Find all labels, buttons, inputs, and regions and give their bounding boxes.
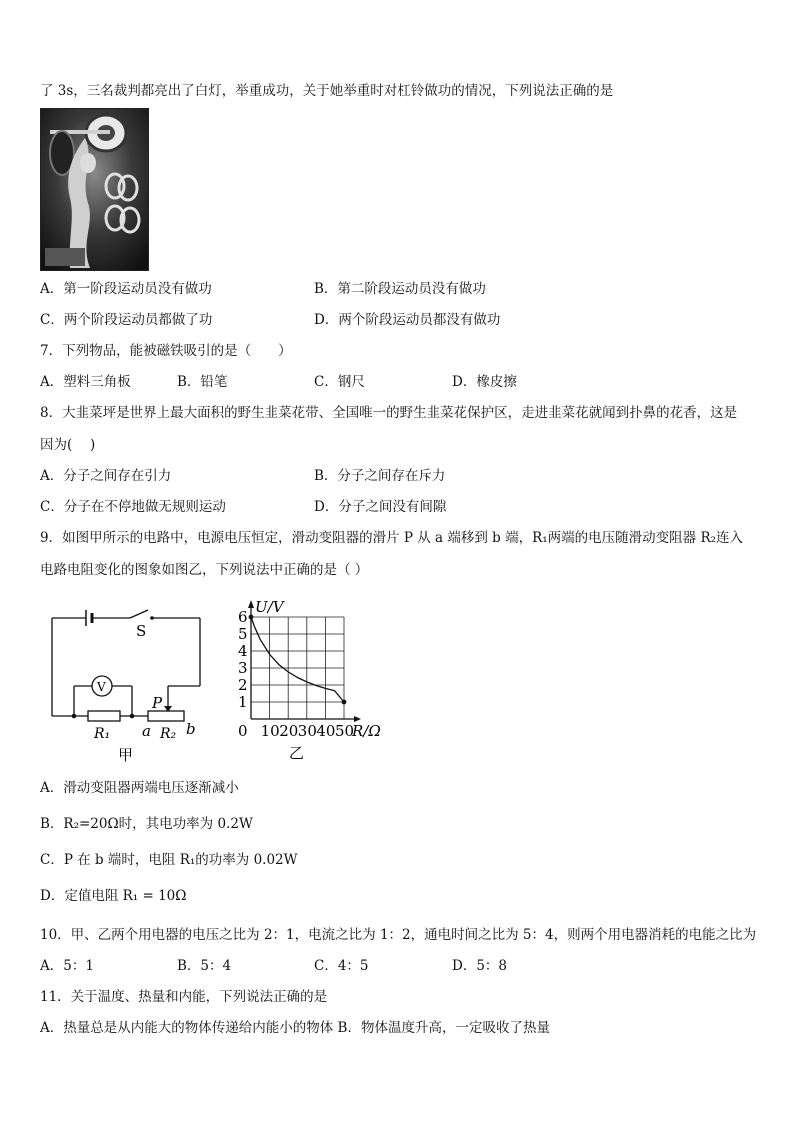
r1-label: R₁ xyxy=(94,726,111,742)
y-tick-label: 4 xyxy=(238,642,248,660)
x-tick-label: 20 xyxy=(279,722,299,740)
y-tick-label: 1 xyxy=(238,693,248,711)
data-point-start xyxy=(249,615,254,620)
r2-label: R₂ xyxy=(160,726,177,742)
q7-option-a: A．塑料三角板 xyxy=(40,374,131,390)
q11-options-line: A．热量总是从内能大的物体传递给内能小的物体 B．物体温度升高，一定吸收了热量 xyxy=(40,1020,550,1036)
q10-option-a: A．5：1 xyxy=(40,958,94,974)
q10-option-d: D．5：8 xyxy=(452,958,508,974)
y-axis-arrow xyxy=(248,600,254,608)
q9-option-a: A．滑动变阻器两端电压逐渐减小 xyxy=(40,780,239,796)
y-tick-label: 2 xyxy=(238,676,248,694)
x-axis-label: R/Ω xyxy=(352,722,381,740)
graph-caption: 乙 xyxy=(289,744,305,762)
circuit-diagram xyxy=(40,598,220,768)
y-axis-label: U/V xyxy=(255,598,284,616)
x-tick-label: 30 xyxy=(297,722,317,740)
q11-stem: 11．关于温度、热量和内能，下列说法正确的是 xyxy=(40,989,328,1005)
x-tick-label: 10 xyxy=(260,722,280,740)
terminal-b-label: b xyxy=(186,720,196,738)
q6-option-b: B．第二阶段运动员没有做功 xyxy=(314,281,486,297)
slider-label: P xyxy=(152,694,163,712)
q6-option-d: D．两个阶段运动员都没有做功 xyxy=(314,312,501,328)
q6-option-c: C．两个阶段运动员都做了功 xyxy=(40,312,213,328)
q9-stem-line2: 电路电阻变化的图象如图乙，下列说法中正确的是（ ） xyxy=(40,562,369,578)
switch-label: S xyxy=(136,622,147,640)
terminal-a-label: a xyxy=(142,722,151,740)
q10-stem: 10．甲、乙两个用电器的电压之比为 2：1，电流之比为 1：2，通电时间之比为 5：4，则两个用电器消耗的电能之比为 xyxy=(40,927,757,943)
q7-option-d: D．橡皮擦 xyxy=(452,374,517,390)
q8-stem-line2: 因为( ) xyxy=(40,437,96,453)
q10-option-b: B．5：4 xyxy=(177,958,232,974)
y-tick-label: 5 xyxy=(238,625,248,643)
q9-option-b: B．R₂=20Ω时，其电功率为 0.2W xyxy=(40,816,253,832)
q8-stem-line1: 8．大韭菜坪是世界上最大面积的野生韭菜花带、全国唯一的野生韭菜花保护区，走进韭菜花就闻到扑鼻的花香，这是 xyxy=(40,405,738,421)
q8-option-c: C．分子在不停地做无规则运动 xyxy=(40,499,226,515)
q6-option-a: A．第一阶段运动员没有做功 xyxy=(40,281,212,297)
q8-option-d: D．分子之间没有间隙 xyxy=(314,499,447,515)
data-curve xyxy=(251,617,344,702)
u-r-graph xyxy=(225,596,400,766)
weightlifter-photo xyxy=(40,108,149,271)
y-tick-label: 3 xyxy=(238,659,248,677)
voltmeter-label: V xyxy=(97,680,106,694)
q9-stem-line1: 9．如图甲所示的电路中，电源电压恒定，滑动变阻器的滑片 P 从 a 端移到 b 端，R₁两端的电压随滑动变阻器 R₂连入 xyxy=(40,530,744,546)
q7-option-c: C．钢尺 xyxy=(314,374,365,390)
q10-option-c: C．4：5 xyxy=(314,958,369,974)
x-tick-label: 40 xyxy=(316,722,336,740)
q8-option-b: B．分子之间存在斥力 xyxy=(314,468,446,484)
y-tick-label: 6 xyxy=(238,608,248,626)
x-tick-label: 0 xyxy=(238,722,248,740)
q8-option-a: A．分子之间存在引力 xyxy=(40,468,172,484)
circuit-caption: 甲 xyxy=(118,746,134,764)
q7-stem: 7．下列物品，能被磁铁吸引的是（ ） xyxy=(40,343,292,359)
q9-option-c: C．P 在 b 端时，电阻 R₁的功率为 0.02W xyxy=(40,852,298,868)
q7-option-b: B．铅笔 xyxy=(177,374,228,390)
x-tick-label: 50 xyxy=(335,722,355,740)
data-point-end xyxy=(342,700,347,705)
q9-option-d: D．定值电阻 R₁ = 10Ω xyxy=(40,888,187,904)
q6-stem: 了 3s，三名裁判都亮出了白灯，举重成功，关于她举重时对杠铃做功的情况，下列说法正确的是 xyxy=(40,83,614,99)
